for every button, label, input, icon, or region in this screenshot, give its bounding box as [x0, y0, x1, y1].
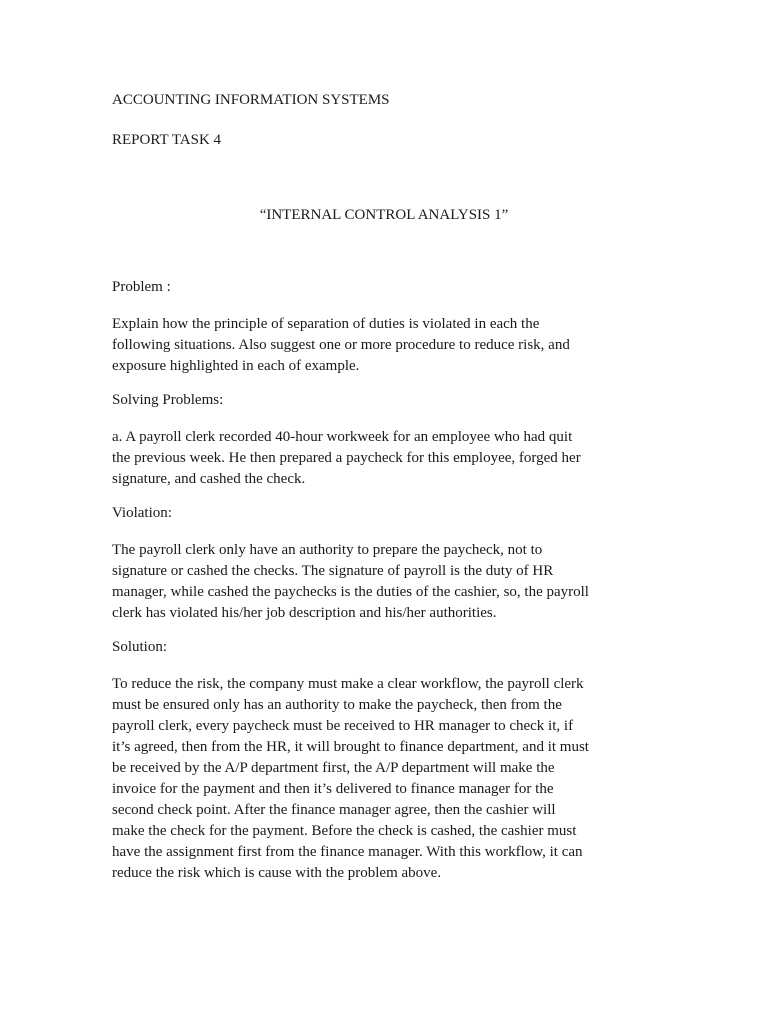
paragraph-line: To reduce the risk, the company must make a clear workflow, the payroll clerk: [112, 676, 584, 692]
problem-heading: Problem :: [112, 279, 171, 295]
paragraph-line: the previous week. He then prepared a paycheck for this employee, forged her: [112, 450, 581, 466]
case-a-paragraph: [112, 427, 660, 490]
paragraph-line: reduce the risk which is cause with the problem above.: [112, 865, 442, 881]
paragraph-line: clerk has violated his/her job description and his/her authorities.: [112, 605, 497, 621]
paragraph-line: signature or cashed the checks. The signature of payroll is the duty of HR: [112, 563, 554, 579]
report-task-label: REPORT TASK 4: [112, 132, 222, 148]
paragraph-line: a. A payroll clerk recorded 40-hour workweek for an employee who had quit: [112, 429, 573, 445]
paragraph-line: invoice for the payment and then it’s delivered to finance manager for the: [112, 781, 554, 797]
paragraph-line: The payroll clerk only have an authority to prepare the paycheck, not to: [112, 542, 543, 558]
course-title: ACCOUNTING INFORMATION SYSTEMS: [112, 92, 390, 108]
problem-paragraph: [112, 314, 660, 377]
paragraph-line: payroll clerk, every paycheck must be received to HR manager to check it, if: [112, 718, 574, 734]
solution-paragraph: [112, 674, 660, 884]
document-title: “INTERNAL CONTROL ANALYSIS 1”: [259, 207, 509, 223]
paragraph-line: signature, and cashed the check.: [112, 471, 306, 487]
paragraph-line: second check point. After the finance manager agree, then the cashier will: [112, 802, 556, 818]
solving-problems-heading: Solving Problems:: [112, 392, 224, 408]
paragraph-line: it’s agreed, then from the HR, it will brought to finance department, and it must: [112, 739, 589, 755]
paragraph-line: have the assignment first from the finance manager. With this workflow, it can: [112, 844, 583, 860]
paragraph-line: following situations. Also suggest one or more procedure to reduce risk, and: [112, 337, 570, 353]
paragraph-line: make the check for the payment. Before the check is cashed, the cashier must: [112, 823, 577, 839]
paragraph-line: Explain how the principle of separation of duties is violated in each the: [112, 316, 540, 332]
violation-paragraph: [112, 540, 660, 624]
solution-heading: Solution:: [112, 639, 168, 655]
paragraph-line: exposure highlighted in each of example.: [112, 358, 360, 374]
paragraph-line: must be ensured only has an authority to make the paycheck, then from the: [112, 697, 562, 713]
paragraph-line: be received by the A/P department first, the A/P department will make the: [112, 760, 555, 776]
paragraph-line: manager, while cashed the paychecks is the duties of the cashier, so, the payroll: [112, 584, 589, 600]
violation-heading: Violation:: [112, 505, 172, 521]
